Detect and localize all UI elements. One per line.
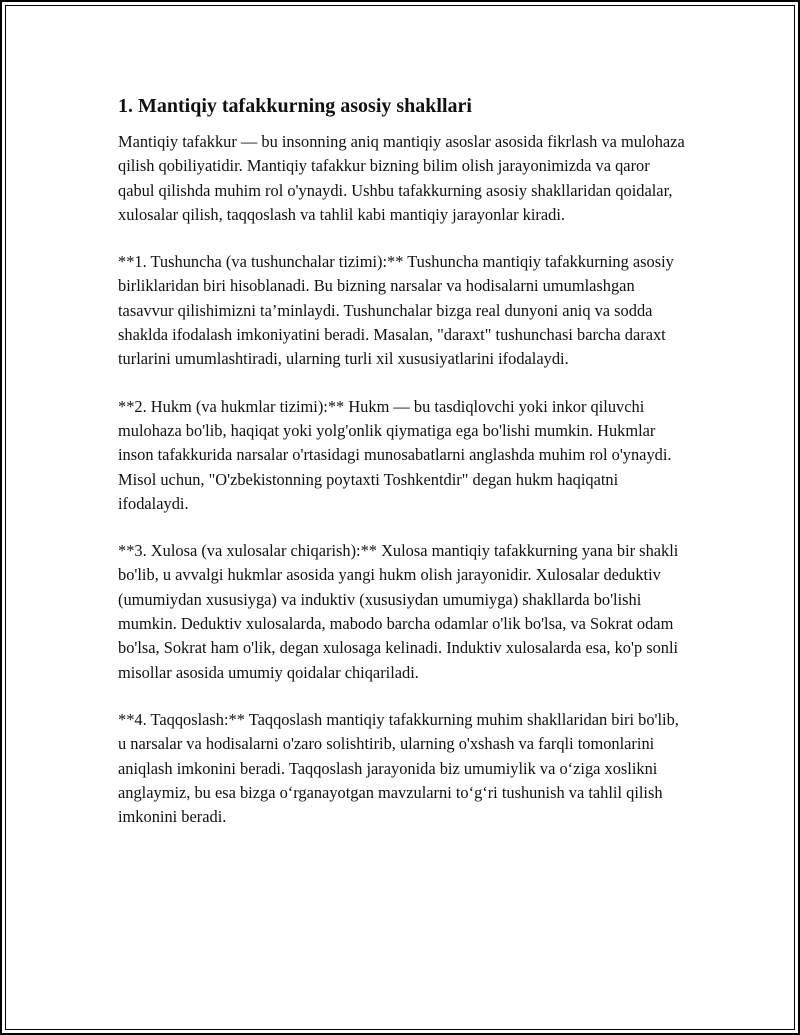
paragraph-tushuncha: **1. Tushuncha (va tushunchalar tizimi):** Tushuncha mantiqiy tafakkurning asosiy birliklaridan biri hisoblanadi. Bu bizning narsalar va hodisalarni umumlashgan tasavvur qilishimizni ta’minlaydi. Tushunchalar bizga real dunyoni aniq va sodda shaklda ifodalash imkoniyatini beradi. Masalan, "daraxt" tushunchasi barcha daraxt turlarini umumlashtiradi, ularning turli xil xususiyatlarini ifodalaydi. xyxy=(118,252,674,369)
paragraph-hukm: **2. Hukm (va hukmlar tizimi):** Hukm — bu tasdiqlovchi yoki inkor qiluvchi mulohaza bo'lib, haqiqat yoki yolg'onlik qiymatiga ega bo'lishi mumkin. Hukmlar inson tafakkurida narsalar o'rtasidagi munosabatlarni anglashda muhim rol o'ynaydi. Misol uchun, "O'zbekistonning poytaxti Toshkentdir" degan hukm haqiqatni ifodalaydi. xyxy=(118,396,672,513)
paragraph-taqqoslash: **4. Taqqoslash:** Taqqoslash mantiqiy tafakkurning muhim shakllaridan biri bo'lib, u narsalar va hodisalarni o'zaro solishtirib, ularning o'xshash va farqli tomonlarini aniqlash imkonini beradi. Taqqoslash jarayonida biz umumiylik va o‘ziga xoslikni anglaymiz, bu esa bizga o‘rganayotgan mavzularni to‘g‘ri tushunish va tahlil qilish imkonini beradi. xyxy=(118,709,679,827)
document-body xyxy=(118,92,688,852)
document-title: 1. Mantiqiy tafakkurning asosiy shakllari xyxy=(118,95,472,117)
paragraph-intro: Mantiqiy tafakkur — bu insonning aniq mantiqiy asoslar asosida fikrlash va mulohaza qilish qobiliyatidir. Mantiqiy tafakkur bizning bilim olish jarayonimizda va qaror qabul qilishda muhim rol o'ynaydi. Ushbu tafakkurning asosiy shakllaridan qoidalar, xulosalar qilish, taqqoslash va tahlil kabi mantiqiy jarayonlar kiradi. xyxy=(118,132,685,224)
paragraph-xulosa: **3. Xulosa (va xulosalar chiqarish):** Xulosa mantiqiy tafakkurning yana bir shakli bo'lib, u avvalgi hukmlar asosida yangi hukm olish jarayonidir. Xulosalar deduktiv (umumiydan xususiyga) va induktiv (xususiydan umumiyga) shakllarda bo'lishi mumkin. Deduktiv xulosalarda, mabodo barcha odamlar o'lik bo'lsa, va Sokrat odam bo'lsa, Sokrat ham o'lik, degan xulosaga kelinadi. Induktiv xulosalarda esa, ko'p sonli misollar asosida umumiy qoidalar chiqariladi. xyxy=(118,541,679,682)
